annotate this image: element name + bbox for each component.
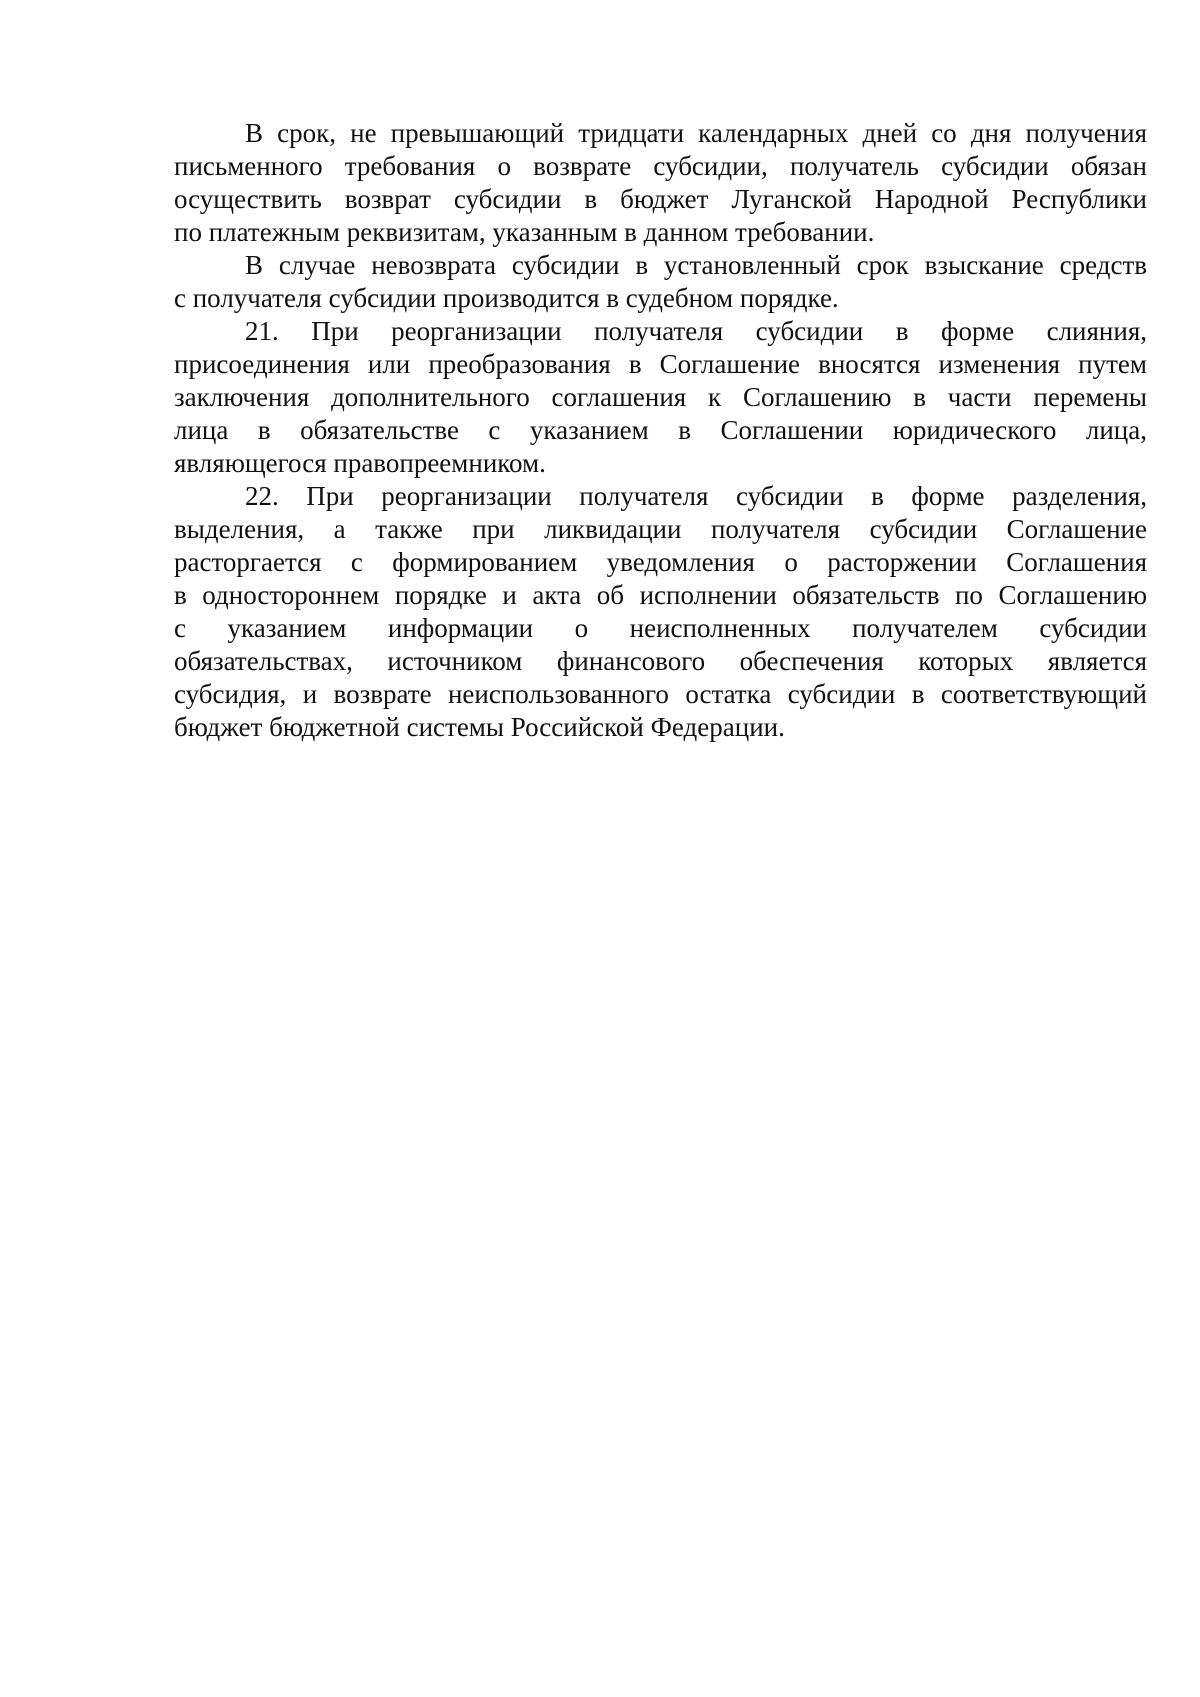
paragraph-line: бюджет бюджетной системы Российской Федерации.	[174, 712, 785, 742]
paragraph-line: обязательствах, источником финансового обеспечения которых является	[174, 646, 1147, 676]
paragraph-line: с указанием информации о неисполненных получателем субсидии	[174, 613, 1147, 643]
paragraph-line: расторгается с формированием уведомления о расторжении Соглашения	[174, 547, 1147, 577]
paragraph-line: субсидия, и возврате неиспользованного остатка субсидии в соответствующий	[174, 679, 1147, 709]
paragraph-line: присоединения или преобразования в Соглашение вносятся изменения путем	[174, 349, 1147, 379]
paragraph-1	[174, 117, 1147, 249]
paragraph-line: осуществить возврат субсидии в бюджет Луганской Народной Республики	[174, 184, 1147, 214]
paragraph-line: являющегося правопреемником.	[174, 448, 546, 478]
paragraph-line: В случае невозврата субсидии в установленный срок взыскание средств	[245, 250, 1147, 280]
paragraph-line: в одностороннем порядке и акта об исполнении обязательств по Соглашению	[174, 580, 1147, 610]
paragraph-line: по платежным реквизитам, указанным в данном требовании.	[174, 217, 875, 247]
document-body	[174, 117, 1147, 744]
paragraph-21	[174, 315, 1147, 480]
paragraph-line: 22. При реорганизации получателя субсидии в форме разделения,	[245, 481, 1147, 511]
paragraph-22	[174, 480, 1147, 744]
paragraph-line: 21. При реорганизации получателя субсидии в форме слияния,	[245, 316, 1147, 346]
paragraph-line: с получателя субсидии производится в судебном порядке.	[174, 283, 839, 313]
paragraph-line: лица в обязательстве с указанием в Соглашении юридического лица,	[174, 415, 1147, 445]
paragraph-line: выделения, а также при ликвидации получателя субсидии Соглашение	[174, 514, 1147, 544]
paragraph-2	[174, 249, 1147, 315]
paragraph-line: В срок, не превышающий тридцати календарных дней со дня получения	[245, 118, 1147, 148]
paragraph-line: заключения дополнительного соглашения к Соглашению в части перемены	[174, 382, 1147, 412]
paragraph-line: письменного требования о возврате субсидии, получатель субсидии обязан	[174, 151, 1147, 181]
